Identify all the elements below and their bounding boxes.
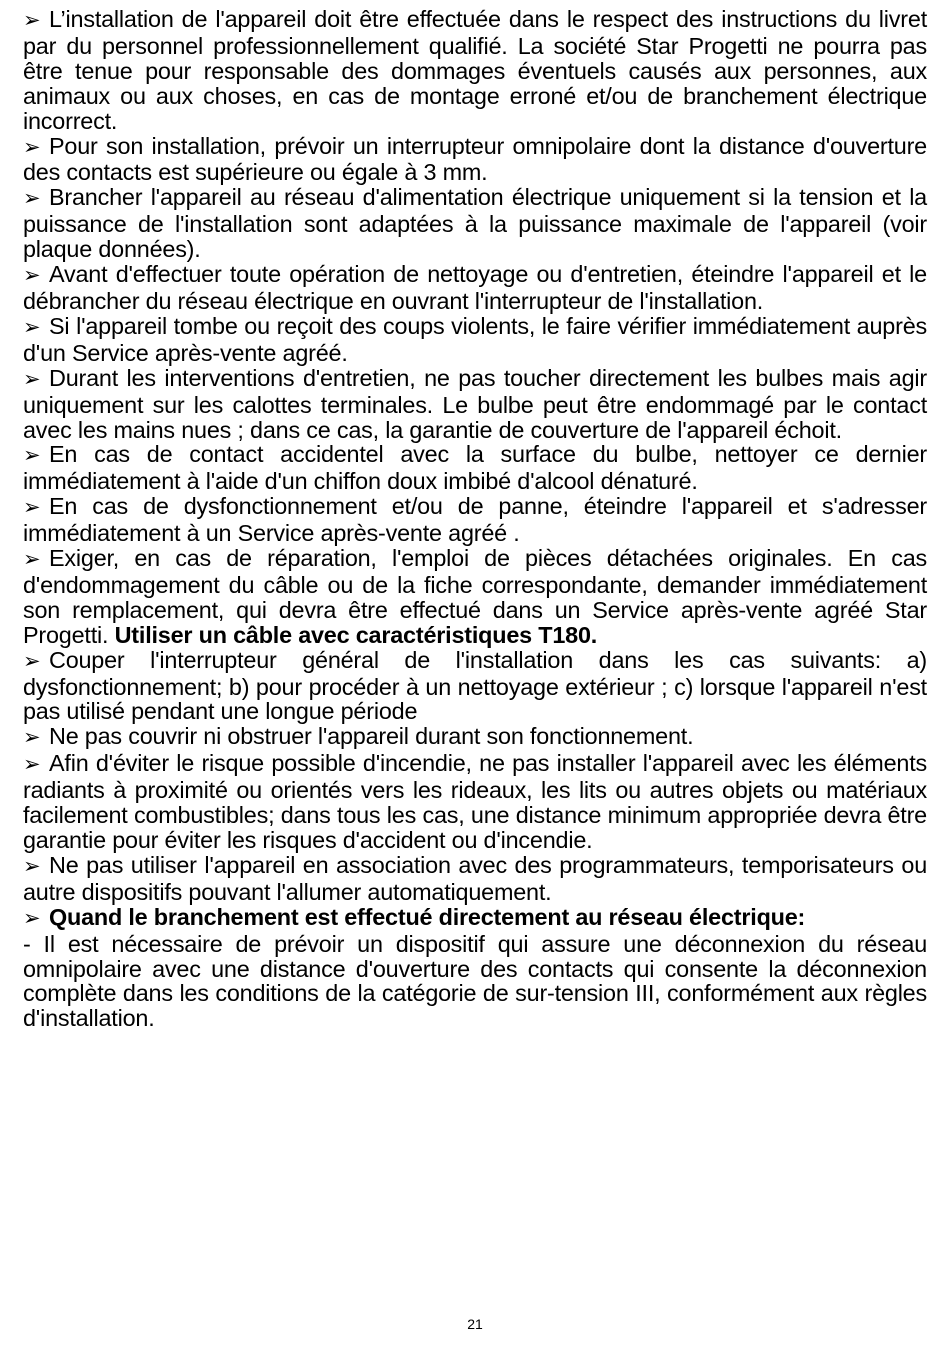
paragraph-bold-text: Quand le branchement est effectué directement au réseau électrique: <box>49 903 806 930</box>
paragraph-text: Pour son installation, prévoir un interrupteur omnipolaire dont la distance d'ouverture des contacts est supérieure ou égale à 3 mm. <box>23 132 927 186</box>
paragraph-text: Durant les interventions d'entretien, ne pas toucher directement les bulbes mais agir uniquement sur les calottes terminales. Le bulbe peut être endommagé par le contact avec les mains nues ; dans ce cas, la garantie de couverture de l'appareil échoit. <box>23 364 927 443</box>
page-number: 21 <box>467 1316 483 1332</box>
arrow-bullet-icon: ➢ <box>23 496 41 520</box>
paragraph-drop-impact <box>23 314 927 366</box>
paragraph-text: Avant d'effectuer toute opération de nettoyage ou d'entretien, éteindre l'appareil et le débrancher du réseau électrique en ouvrant l'interrupteur de l'installation. <box>23 261 927 314</box>
paragraph-main-switch <box>23 648 927 725</box>
arrow-bullet-icon: ➢ <box>23 444 41 468</box>
paragraph-text: Ne pas utiliser l'appareil en association avec des programmateurs, temporisateurs ou autre dispositifs pouvant l'allumer automatiquement. <box>23 851 927 905</box>
arrow-bullet-icon: ➢ <box>23 367 41 391</box>
paragraph-disconnection-device: - Il est nécessaire de prévoir un dispositif qui assure une déconnexion du réseau omnipolaire avec une distance d'ouverture des contacts qui consente la déconnexion complète dans les conditions de la catégorie de sur-tension III, conformément aux règles d'installation. <box>23 930 927 1032</box>
arrow-bullet-icon: ➢ <box>23 649 41 673</box>
paragraph-before-cleaning <box>23 262 927 314</box>
paragraph-omnipolar-switch <box>23 134 927 186</box>
paragraph-installation-qualified <box>23 7 927 134</box>
paragraph-text: Ne pas couvrir ni obstruer l'appareil durant son fonctionnement. <box>49 723 694 750</box>
paragraph-text: L’installation de l'appareil doit être effectuée dans le respect des instructions du livret par du personnel professionnellement qualifié. La société Star Progetti ne pourra pas être tenue pour responsable des dommages éventuels causés aux personnes, aux animaux ou aux choses, en cas de montage erroné et/ou de branchement électrique incorrect. <box>23 6 927 134</box>
paragraph-text: Afin d'éviter le risque possible d'incendie, ne pas installer l'appareil avec les éléments radiants à proximité ou orientés vers les rideaux, les lits ou autres objets ou matériaux facilement combustibles; dans tous les cas, une distance minimum appropriée devra être garantie pour éviter les risques d'accident ou d'incendie. <box>23 750 927 853</box>
arrow-bullet-icon: ➢ <box>23 548 41 572</box>
arrow-bullet-icon: ➢ <box>23 315 41 339</box>
paragraph-bulb-handling <box>23 366 927 443</box>
paragraph-text: En cas de dysfonctionnement et/ou de panne, éteindre l'appareil et s'adresser immédiatement à un Service après-vente agréé . <box>23 493 927 547</box>
arrow-bullet-icon: ➢ <box>23 854 41 878</box>
arrow-bullet-icon: ➢ <box>23 753 41 777</box>
document-body <box>23 7 927 1031</box>
paragraph-text: En cas de contact accidentel avec la surface du bulbe, nettoyer ce dernier immédiatement à l'aide d'un chiffon doux imbibé d'alcool dénaturé. <box>23 441 927 495</box>
arrow-bullet-icon: ➢ <box>23 9 41 32</box>
paragraph-text: Brancher l'appareil au réseau d'alimentation électrique uniquement si la tension et la puissance de l'installation sont adaptées à la puissance maximale de l'appareil (voir plaque données). <box>23 184 927 263</box>
paragraph-text: Si l'appareil tombe ou reçoit des coups violents, le faire vérifier immédiatement auprès d'un Service après-vente agréé. <box>23 312 927 366</box>
paragraph-fire-risk <box>23 751 927 853</box>
arrow-bullet-icon: ➢ <box>23 264 41 288</box>
arrow-bullet-icon: ➢ <box>23 135 41 159</box>
paragraph-no-timers <box>23 853 927 905</box>
paragraph-bold-text: Utiliser un câble avec caractéristiques T180. <box>114 621 598 648</box>
paragraph-bulb-contact <box>23 442 927 494</box>
paragraph-power-connection <box>23 185 927 262</box>
paragraph-direct-connection-heading <box>23 905 927 932</box>
paragraph-text: Couper l'interrupteur général de l'installation dans les cas suivants: a) dysfonctionnement; b) pour procéder à un nettoyage extérieur ; c) lorsque l'appareil n'est pas utilisé pendant une longue période <box>23 646 927 725</box>
paragraph-do-not-cover <box>23 724 927 751</box>
arrow-bullet-icon: ➢ <box>23 187 41 211</box>
paragraph-original-parts <box>23 546 927 648</box>
arrow-bullet-icon: ➢ <box>23 726 41 750</box>
paragraph-text: Exiger, en cas de réparation, l'emploi de pièces détachées originales. En cas d'endommagement du câble ou de la fiche correspondante, demander immédiatement son remplacement, qui devra être effectué dans un Service après-vente agréé Star Progetti. <box>23 545 927 648</box>
paragraph-malfunction <box>23 494 927 546</box>
arrow-bullet-icon: ➢ <box>23 906 41 930</box>
